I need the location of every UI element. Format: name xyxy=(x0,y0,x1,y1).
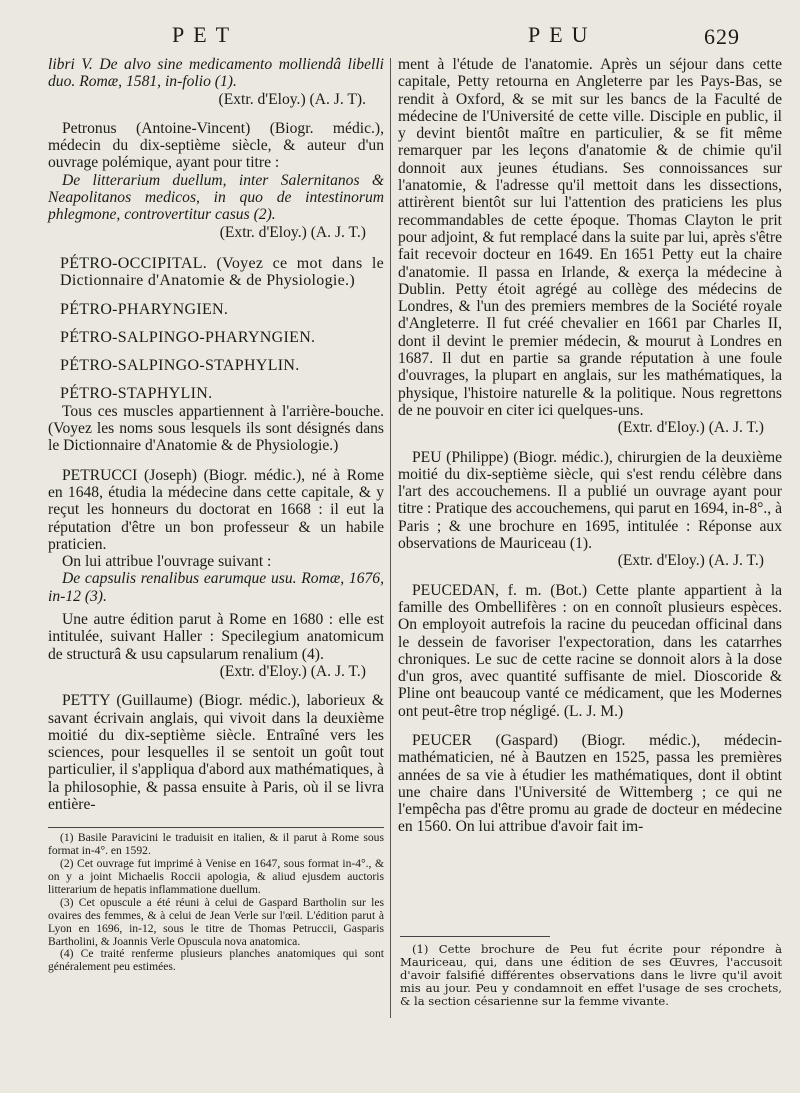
entry-petrucci-title: De capsulis renalibus earumque usu. Romæ, 1676, in-12 (3). xyxy=(48,570,384,605)
heading-petro-occipital: PÉTRO-OCCIPITAL. (Voyez ce mot dans le Dictionnaire d'Anatomie & de Physiologie.) xyxy=(60,254,384,290)
heading-petro-staphylin: PÉTRO-STAPHYLIN. xyxy=(60,385,213,403)
entry-peucedan: PEUCEDAN, f. m. (Bot.) Cette plante appartient à la famille des Ombellifères : on en connoît plusieurs espèces. On employoit autrefois la racine du peucedan officinal dans le dessein de favoriser l'expectoration, dans les catarrhes chroniques. Le suc de cette racine se donnoit alors à la dose d'un gros, avec quantité suffisante de miel. Dioscoride & Pline ont beaucoup vanté ce médicament, que les Modernes ont peut-être trop négligé. (L. J. M.) xyxy=(398,581,782,720)
entry-petrucci: PETRUCCI (Joseph) (Biogr. médic.), né à Rome en 1648, étudia la médecine dans cette capitale, & y reçut les honneurs du doctorat en 1668 : il eut la réputation d'être un bon professeur & un habile praticien. xyxy=(48,466,384,553)
footnote-4: (4) Ce traité renferme plusieurs planches anatomiques qui sont généralement peu estimées. xyxy=(48,947,384,974)
right-column xyxy=(398,56,782,836)
entry-peu: PEU (Philippe) (Biogr. médic.), chirurgien de la deuxième moitié du dix-septième siècle, qui s'est rendu célèbre dans l'art des accouchemens. Il a publié un ouvrage ayant pour titre : Pratique des accouchemens, qui parut en 1694, in-8°., à Paris ; & une brochure en 1695, intitulée : Réponse aux observations de Mauriceau (1). xyxy=(398,448,782,553)
footnote-3: (3) Cet opuscule a été réuni à celui de Gaspard Bartholin sur les ovaires des femmes, & à celui de Jean Verle sur l'œil. L'édition parut à Lyon en 1696, in-12, sous le titre de Thomas Petruccii, Gasparis Bartholini, & Joannis Verle Opuscula nova anatomica. xyxy=(48,895,384,948)
footnote-1: (1) Basile Paravicini le traduisit en italien, & il parut à Rome sous format in-4°. en 1592. xyxy=(48,831,384,858)
footnote-2: (2) Cet ouvrage fut imprimé à Venise en 1647, sous format in-4°., & on y a joint Michaelis Roccii apologia, & aliud ejusdem auctoris litterarium de hepatis inflammatione duellum. xyxy=(48,857,384,896)
source-note: (Extr. d'Eloy.) (A. J. T.) xyxy=(219,662,366,680)
source-note: (Extr. d'Eloy.) (A. J. T.) xyxy=(219,223,366,241)
entry-petronus-title: De litterarium duellum, inter Salernitanos & Neapolitanos medicos, in quo de intestinorum phlegmone, controvertitur casus (2). xyxy=(48,171,384,224)
heading-petro-pharyngien: PÉTRO-PHARYNGIEN. xyxy=(60,300,229,318)
entry-petty: PETTY (Guillaume) (Biogr. médic.), laborieux & savant écrivain anglais, qui vivoit dans la deuxième moitié du dix-septième siècle. Entraîné vers les sciences, pour lesquelles il se sentoit un goût tout particulier, il s'appliqua d'abord aux mathématiques, à la philosophie, & passa ensuite à Paris, où il se livra entière- xyxy=(48,692,384,813)
column-divider xyxy=(390,58,391,1018)
entry-petrucci-attrib: On lui attribue l'ouvrage suivant : xyxy=(62,553,272,571)
entry-continuation: libri V. De alvo sine medicamento molliendâ libelli duo. Romæ, 1581, in-folio (1). xyxy=(48,56,384,91)
source-note: (Extr. d'Eloy.) (A. J. T). xyxy=(218,90,366,108)
running-head-left: PET xyxy=(172,22,239,47)
footnote-peu-1: (1) Cette brochure de Peu fut écrite pour répondre à Mauriceau, qui, dans une édition de ses Œuvres, l'accusoit d'avoir falsifié différentes observations dans le livre qu'il avoit mis au jour. Peu y condamnoit en effet l'usage de ses crochets, & la section césarienne sur la femme vivante. xyxy=(400,942,782,1008)
entry-muscles: Tous ces muscles appartiennent à l'arrière-bouche. (Voyez les noms sous lesquels ils sont désignés dans le Dictionnaire d'Anatomie & de Physiologie.) xyxy=(48,402,384,455)
left-column xyxy=(48,56,384,974)
footnote-rule xyxy=(48,827,384,828)
footnote-rule xyxy=(400,936,550,937)
right-footnotes xyxy=(400,936,782,1008)
entry-peucer: PEUCER (Gaspard) (Biogr. médic.), médecin-mathématicien, né à Bautzen en 1525, passa les premières années de sa vie à étudier les mathématiques, dont il obtint une chaire dans l'Université de Wittemberg ; ce qui ne l'empêcha pas d'être promu au grade de docteur en médecine en 1560. On lui attribue d'avoir fait im- xyxy=(398,731,782,836)
source-note: (Extr. d'Eloy.) (A. J. T.) xyxy=(617,419,764,437)
heading-petro-salpingo-pharyngien: PÉTRO-SALPINGO-PHARYNGIEN. xyxy=(60,328,316,346)
heading-petro-salpingo-staphylin: PÉTRO-SALPINGO-STAPHYLIN. xyxy=(60,357,300,375)
running-head-center: PEU xyxy=(528,22,597,47)
entry-petrucci-edition: Une autre édition parut à Rome en 1680 : elle est intitulée, suivant Haller : Specilegium anatomicum de structurâ & usu capsularum renalium (4). xyxy=(48,611,384,663)
source-note: (Extr. d'Eloy.) (A. J. T.) xyxy=(617,552,764,570)
page-number: 629 xyxy=(704,24,740,49)
entry-petty-continued: ment à l'étude de l'anatomie. Après un séjour dans cette capitale, Petty retourna en Angleterre par les Pays-Bas, se rendit à Oxford, & se mit sur les bancs de la Faculté de médecine de l'Université de cette ville. Disciple en public, il y devint bientôt maître en particulier, & se fit même remarquer par les leçons d'anatomie & de chimie qu'il donnoit aux jeunes étudians. Ses connoissances sur l'anatomie, & l'adresse qu'il mettoit dans les dissections, attirèrent bientôt sur lui l'attention des praticiens les plus recommandables de cette époque. Thomas Clayton le prit pour adjoint, & fut remplacé dans la suite par lui, après s'être fait recevoir docteur en 1649. En 1651 Petty eut la chaire d'anatomie. Il passa en Irlande, & exerça la médecine à Dublin. Petty étoit agrégé au collège des médecins de Londres, & l'un des premiers membres de la Société royale d'Angleterre. Il fut créé chevalier en 1661 par Charles II, dont il devint le premier médecin, & mourut à Londres en 1687. Il dut en partie sa grande réputation à une foule d'ouvrages, la plupart en anglais, sur les mathématiques, la physique, l'histoire naturelle & la politique. Nous regrettons de ne pouvoir en citer ici quelques-uns. xyxy=(398,56,782,419)
entry-petronus: Petronus (Antoine-Vincent) (Biogr. médic.), médecin du dix-septième siècle, & auteur d'un ouvrage polémique, ayant pour titre : xyxy=(48,119,384,172)
